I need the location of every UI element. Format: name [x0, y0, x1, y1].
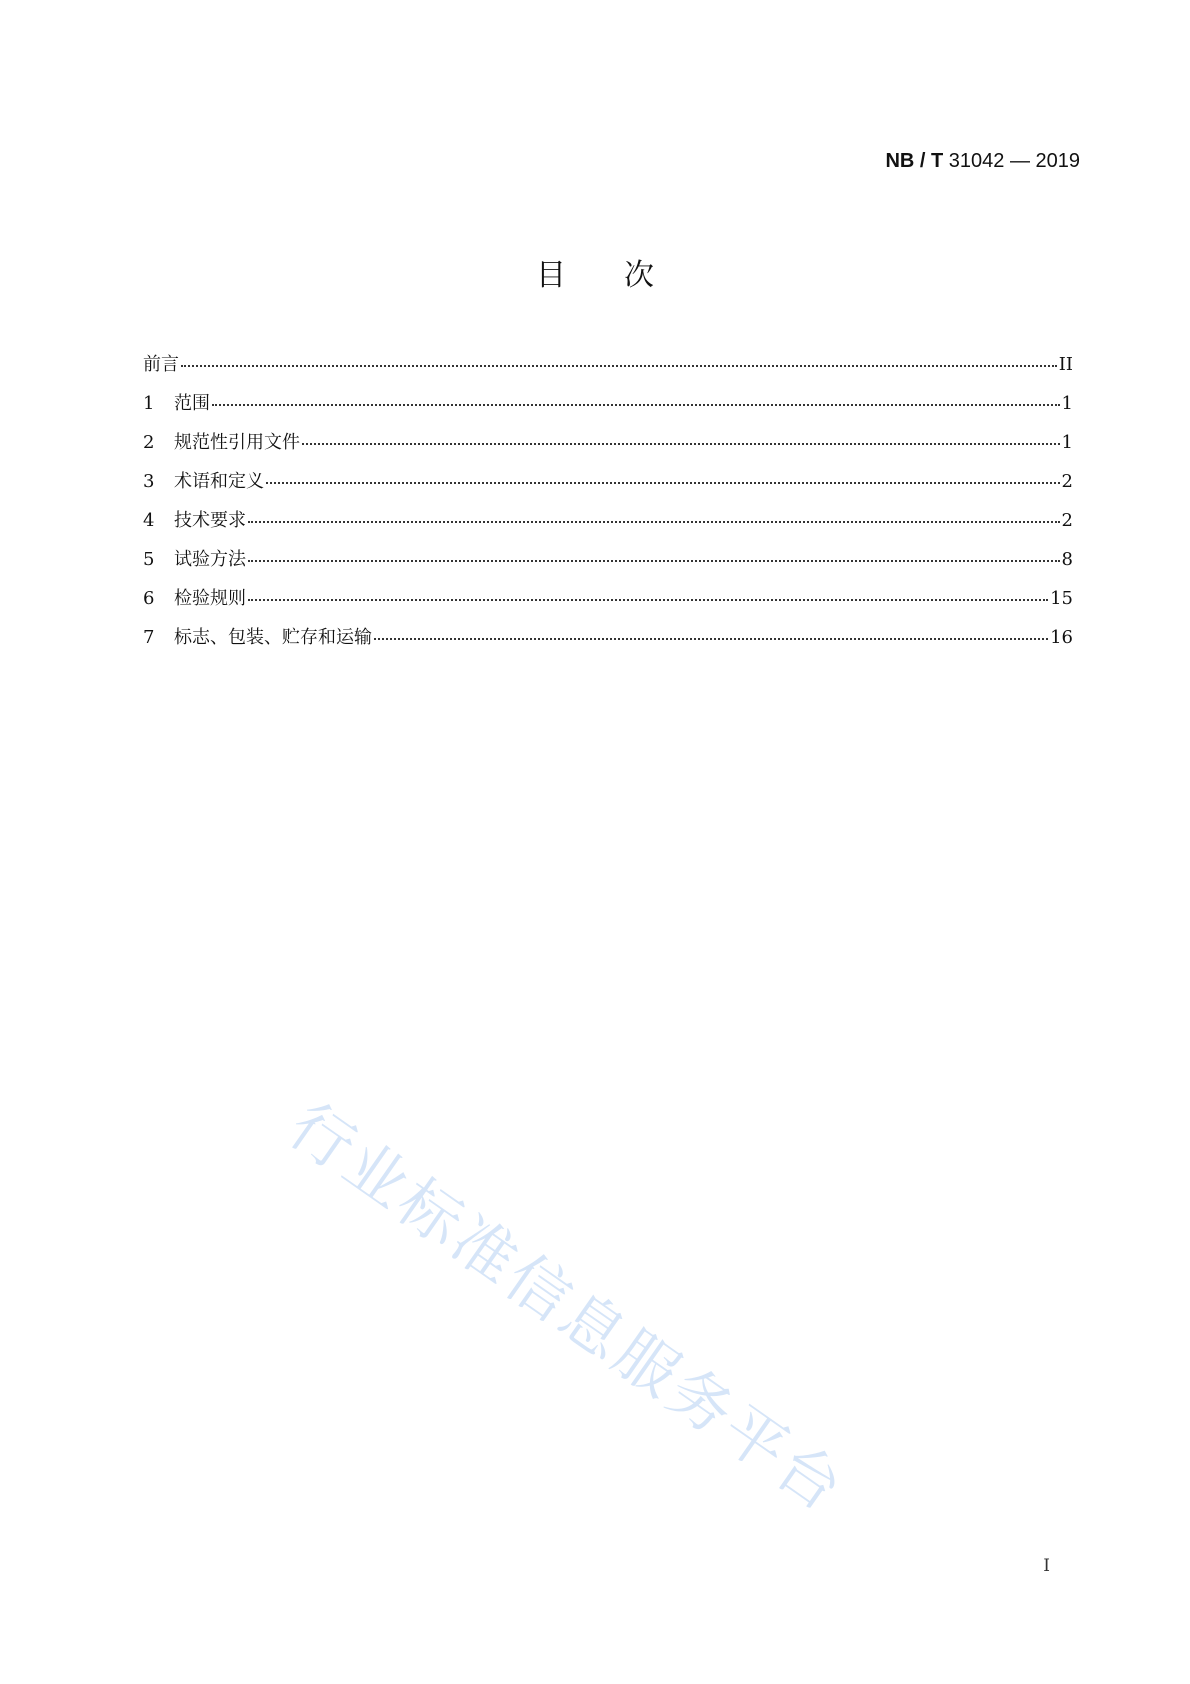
standard-code: [885, 150, 1080, 173]
toc-entry-technical-requirements[interactable]: [143, 506, 1073, 545]
page-title: 目次: [536, 258, 712, 293]
toc-entry-normative-references[interactable]: [143, 428, 1073, 467]
toc-entry-page: 1: [1061, 393, 1073, 414]
toc-entry-page: 15: [1050, 588, 1073, 609]
toc-dot-leader: [248, 521, 1060, 523]
standard-code-number: 31042 — 2019: [943, 150, 1080, 172]
toc-entry-number: 7: [143, 627, 155, 648]
toc-entry-page: 8: [1061, 549, 1073, 570]
toc-entry-number: 1: [143, 393, 155, 414]
page-number: I: [1043, 1556, 1050, 1576]
toc-entry-test-methods[interactable]: [143, 545, 1073, 584]
toc-dot-leader: [248, 599, 1048, 601]
toc-dot-leader: [266, 482, 1060, 484]
toc-entry-number: 5: [143, 549, 155, 570]
toc-entry-number: 6: [143, 588, 155, 609]
toc-dot-leader: [212, 404, 1060, 406]
toc-entry-label: 范围: [174, 393, 210, 414]
toc-dot-leader: [302, 443, 1060, 445]
toc-entry-marking-packaging[interactable]: [143, 623, 1073, 662]
toc-entry-label: 技术要求: [174, 510, 246, 531]
toc-entry-page: 2: [1061, 471, 1073, 492]
toc-entry-page: 16: [1050, 627, 1073, 648]
toc-entry-label: 检验规则: [174, 588, 246, 609]
standard-code-prefix: NB / T: [885, 150, 944, 172]
toc-entry-foreword[interactable]: [143, 350, 1073, 389]
toc-dot-leader: [374, 638, 1048, 640]
toc-entry-page: 2: [1061, 510, 1073, 531]
toc-entry-page: 1: [1061, 432, 1073, 453]
toc-dot-leader: [181, 365, 1057, 367]
toc-entry-label: 术语和定义: [174, 471, 264, 492]
toc-entry-number: 4: [143, 510, 155, 531]
toc-entry-number: 3: [143, 471, 155, 492]
toc-entry-inspection-rules[interactable]: [143, 584, 1073, 623]
table-of-contents: [143, 350, 1073, 662]
toc-entry-label: 试验方法: [174, 549, 246, 570]
toc-entry-label: 前言: [143, 354, 179, 375]
toc-entry-number: 2: [143, 432, 155, 453]
toc-dot-leader: [248, 560, 1060, 562]
toc-entry-label: 标志、包装、贮存和运输: [174, 627, 372, 648]
toc-entry-label: 规范性引用文件: [174, 432, 300, 453]
toc-entry-scope[interactable]: [143, 389, 1073, 428]
toc-entry-terms-definitions[interactable]: [143, 467, 1073, 506]
toc-entry-page: II: [1058, 354, 1073, 375]
watermark: 行业标准信息服务平台: [276, 1088, 859, 1528]
